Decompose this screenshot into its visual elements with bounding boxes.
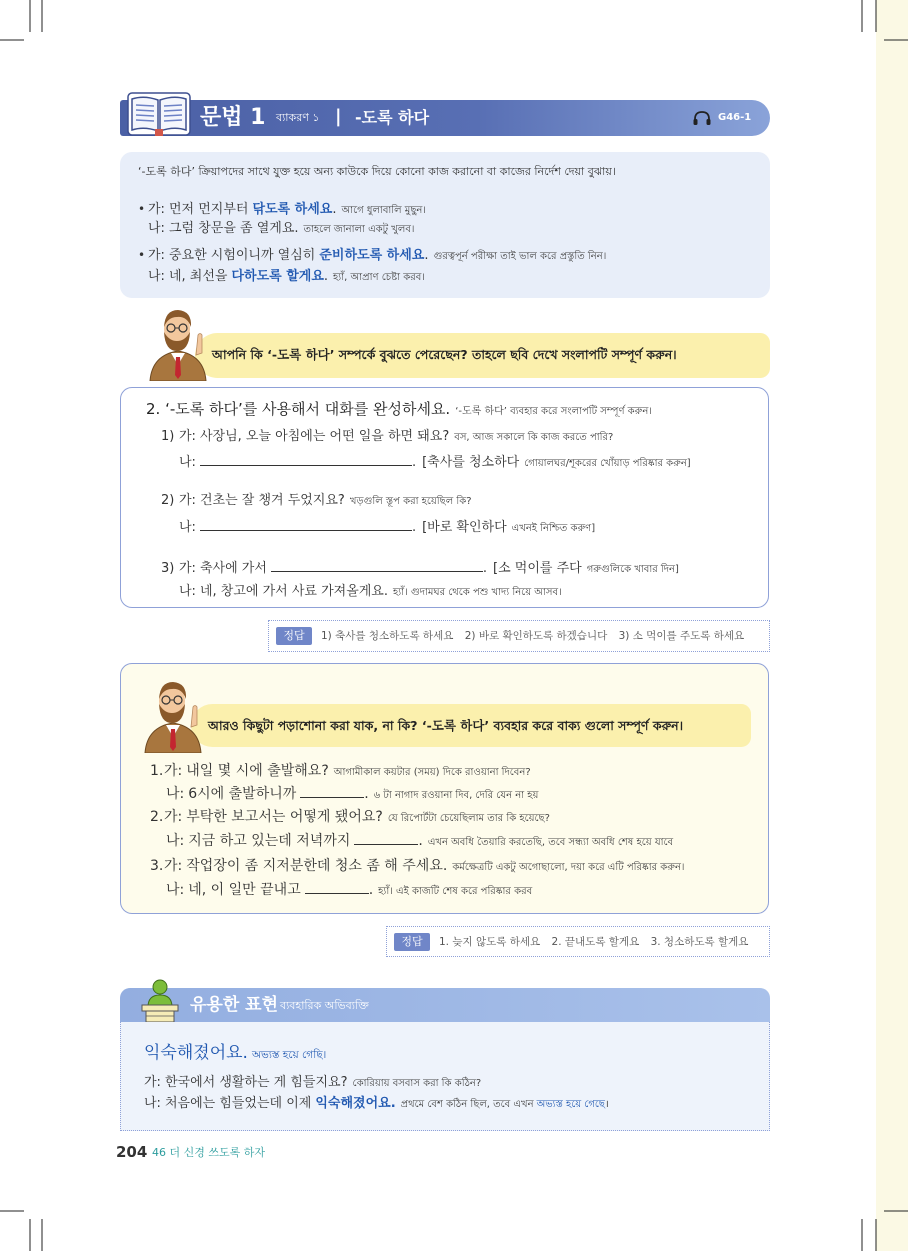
bengali-translation: এখন অবধি তৈয়ারি করতেছি, তবে সন্ধ্যা অবধি শেষ হয়ে যাবে [427,837,674,848]
explanation-line [138,163,616,181]
speaker-label: 나: [179,455,196,470]
answer-item: 3) 소 먹이를 주도록 하세요 [618,630,745,642]
exercise-line [179,583,562,602]
hint-bengali: এখনই নিশ্চিত করুণ] [511,523,596,534]
speaker-label: 가: [179,429,196,444]
dialog-line [144,1095,609,1114]
practice-box [120,663,769,914]
highlighted-grammar: 닦도록 하세요 [252,202,333,217]
bengali-translation: ৬ টা নাগাদ রওয়ানা দিব, দেরি যেন না হয় [373,790,539,801]
speaker-label: 가: [179,493,196,508]
exercise-title-bn: ‘-도록 하다’ ব্যবহার করে সংলাপটি সম্পূর্ণ করুন। [455,406,652,417]
speaker-label: 나: [179,584,196,599]
answer-blank [305,880,369,894]
answer-key-box [268,620,770,652]
practice-line [150,857,685,877]
answer-item: 2) 바로 확인하도록 하겠습니다 [464,630,608,642]
item-number: 3. [150,858,164,874]
sentence-end: . [332,202,337,217]
korean-sentence: 그럼 창문을 좀 열게요. [168,221,299,236]
answer-item: 1) 축사를 청소하도록 하세요 [321,630,454,642]
practice-line [166,831,673,852]
bengali-translation: প্রথমে বেশ কঠিন ছিল, তবে এখন [400,1099,534,1110]
teacher-character-icon [141,677,205,753]
speaker-label: 나: [166,786,185,802]
bullet: • [138,248,146,262]
bengali-translation: আগামীকাল কয়টার (সময়) দিকে রাওয়ানা দিবেন? [333,767,531,778]
book-icon [126,91,192,137]
example-line [138,200,426,220]
bullet: • [138,202,146,216]
exercise-line [161,492,472,511]
grammar-explanation: ‘-도록 하다’ ক্রিয়াপদের সাথে যুক্ত হয়ে অন্য কাউকে দিয়ে কোনো কাজ করানো বা কাজের নির্দেশ দেয়া বুঝায়। [138,165,616,178]
exercise-title: 2. ‘-도록 하다’를 사용해서 대화를 완성하세요. [146,400,451,418]
sentence-end: . [424,248,429,263]
speaker-label: 가: [164,809,183,825]
hint-bengali: গরুগুলিকে খাবার দিন] [586,564,679,575]
exercise-heading [146,400,652,421]
highlighted-grammar: 다하도록 할게요 [231,269,324,284]
korean-sentence: 먼저 먼지부터 [168,202,249,217]
audio-track-number: G46-1 [718,112,752,123]
bengali-translation: হ্যাঁ। গুদামঘর থেকে পশু খাদ্য নিয়ে আসব। [393,587,562,598]
korean-sentence: 6시에 출발하니까 [188,786,297,802]
korean-sentence: 작업장이 좀 지저분한데 청소 좀 해 주세요. [186,858,448,874]
answer-label: 정답 [276,627,312,645]
hint-bengali: গোয়ালঘর/শূকরের খোঁয়াড় পরিষ্কার করুন] [524,458,691,469]
exercise-line [161,558,679,579]
highlighted-phrase: 익숙해졌어요. [315,1096,396,1111]
answer-list [321,628,752,644]
speaker-label: 가: [148,248,165,263]
bengali-translation: যে রিপোর্টটা চেয়েছিলাম তার কি হয়েছে? [387,813,550,824]
speaker-label: 나: [166,833,185,849]
speaker-label: 가: [144,1075,161,1090]
speaker-label: 나: [166,882,185,898]
highlighted-grammar: 준비하도록 하세요 [319,248,425,263]
answer-list [439,934,756,950]
page-edge-strip [876,0,908,1251]
bengali-translation: কর্মক্ষেত্রটি একটু অগোছালো, দয়া করে এটি পরিষ্কার করুন। [452,862,685,873]
useful-expressions-box [120,1022,770,1131]
sentence-end: . [364,786,369,802]
korean-sentence: 축사에 가서 [199,561,267,576]
answer-blank [300,784,364,798]
speaker-label: 가: [164,763,183,779]
grammar-header-bar [120,100,770,136]
sentence-end: . [418,833,423,849]
headphones-icon [692,110,712,126]
practice-line [150,762,531,782]
bengali-translation: গুরত্বপূর্ন পরীক্ষা তাই ভাল করে প্রস্তুতি নিন। [433,251,607,262]
answer-blank [271,558,483,572]
korean-sentence: 처음에는 힘들었는데 이제 [164,1096,312,1111]
exercise-line [179,452,691,473]
item-number: 2. [150,809,164,825]
prompt-bubble [191,704,751,747]
key-phrase-line [144,1044,326,1064]
korean-sentence: 네, 창고에 가서 사료 가져올게요. [199,584,389,599]
exercise-line [179,517,595,538]
speaker-label: 나: [148,221,165,236]
example-line [148,268,425,287]
bengali-translation: আগে ধুলাবালি মুছুন। [341,205,426,216]
teacher-character-icon [146,305,210,381]
sentence-end: . [411,455,417,470]
sentence-end: . [368,882,374,898]
korean-sentence: 네, 이 일만 끝내고 [188,882,301,898]
korean-sentence: 한국에서 생활하는 게 힘들지요? [164,1075,348,1090]
page-number: 204 [116,1143,148,1161]
item-number: 2) [161,493,175,508]
answer-label: 정답 [394,933,430,951]
key-phrase-bn: অভ্যস্ত হয়ে গেছি। [251,1049,327,1061]
practice-line [166,784,538,805]
prompt-bubble [195,333,770,378]
bengali-highlight: অভ্যস্ত হয়ে গেছে [536,1099,605,1110]
speaker-label: 가: [164,858,183,874]
bengali-translation: কোরিয়ায় বসবাস করা কি কঠিন? [352,1078,482,1089]
speaker-label: 가: [179,561,196,576]
dialog-line [144,1074,481,1093]
bengali-translation: খড়গুলি স্তূপ করা হয়েছিল কি? [349,496,472,507]
sentence-end: . [411,520,417,535]
speaker-label: 나: [148,269,165,284]
example-line [148,220,414,239]
item-number: 1. [150,763,164,779]
key-phrase: 익숙해졌어요. [144,1043,248,1063]
bengali-end: । [604,1099,609,1110]
useful-expressions-title: 유용한 표현 [190,995,279,1015]
hint-korean: [바로 확인하다 [422,520,507,535]
sentence-end: . [323,269,329,284]
korean-sentence: 내일 몇 시에 출발해요? [186,763,329,779]
sentence-end: . [482,561,488,576]
speaker-label: 나: [144,1096,161,1111]
prompt-text: আরও কিছুটা পড়াশোনা করা যাক, না কি? ‘-도록 하다’ ব্যবহার করে বাক্য গুলো সম্পূর্ণ করুন। [208,718,684,733]
korean-sentence: 네, 최선을 [168,269,228,284]
lecturer-icon [136,977,184,1023]
hint-korean: [소 먹이를 주다 [493,561,582,576]
korean-sentence: 지금 하고 있는데 저녁까지 [188,833,351,849]
grammar-topic: -도록 하다 [355,108,430,127]
useful-expressions-header [120,988,770,1023]
answer-blank [200,452,412,466]
bengali-translation: বস, আজ সকালে কি কাজ করতে পারি? [454,432,614,443]
example-line [138,246,606,266]
answer-item: 1. 늦지 않도록 하세요 [439,936,541,948]
korean-sentence: 중요한 시험이니까 열심히 [168,248,316,263]
chapter-title: 46 더 신경 쓰도록 하자 [152,1146,265,1159]
title-separator: | [335,106,342,127]
korean-sentence: 부탁한 보고서는 어떻게 됐어요? [186,809,383,825]
bengali-translation: তাহলে জানালা একটু খুলব। [303,224,415,235]
speaker-label: 가: [148,202,165,217]
answer-key-box [386,926,770,957]
grammar-title-bn: ব্যাকরণ ১ [276,111,320,124]
exercise-line [161,428,613,447]
practice-line [166,880,532,901]
grammar-explanation-box [120,152,770,298]
korean-sentence: 건초는 잘 챙겨 두었지요? [199,493,345,508]
answer-item: 2. 끝내도록 할게요 [551,936,640,948]
korean-sentence: 사장님, 오늘 아침에는 어떤 일을 하면 돼요? [199,429,450,444]
hint-korean: [축사를 청소하다 [422,455,520,470]
exercise-box [120,387,769,608]
speaker-label: 나: [179,520,196,535]
grammar-title: 문법 1 [200,105,266,130]
answer-item: 3. 청소하도록 할게요 [650,936,749,948]
prompt-text: আপনি কি ‘-도록 하다’ সম্পর্কে বুঝতে পেরেছেন? তাহলে ছবি দেখে সংলাপটি সম্পূর্ণ করুন। [212,347,677,362]
useful-expressions-title-bn: ব্যবহারিক অভিব্যক্তি [280,999,369,1012]
answer-blank [200,517,412,531]
answer-blank [354,831,418,845]
practice-line [150,808,550,828]
item-number: 3) [161,561,175,576]
item-number: 1) [161,429,175,444]
bengali-translation: হ্যাঁ। এই কাজটি শেষ করে পরিষ্কার করব [378,886,533,897]
bengali-translation: হ্যাঁ, আপ্রাণ চেষ্টা করব। [333,272,425,283]
